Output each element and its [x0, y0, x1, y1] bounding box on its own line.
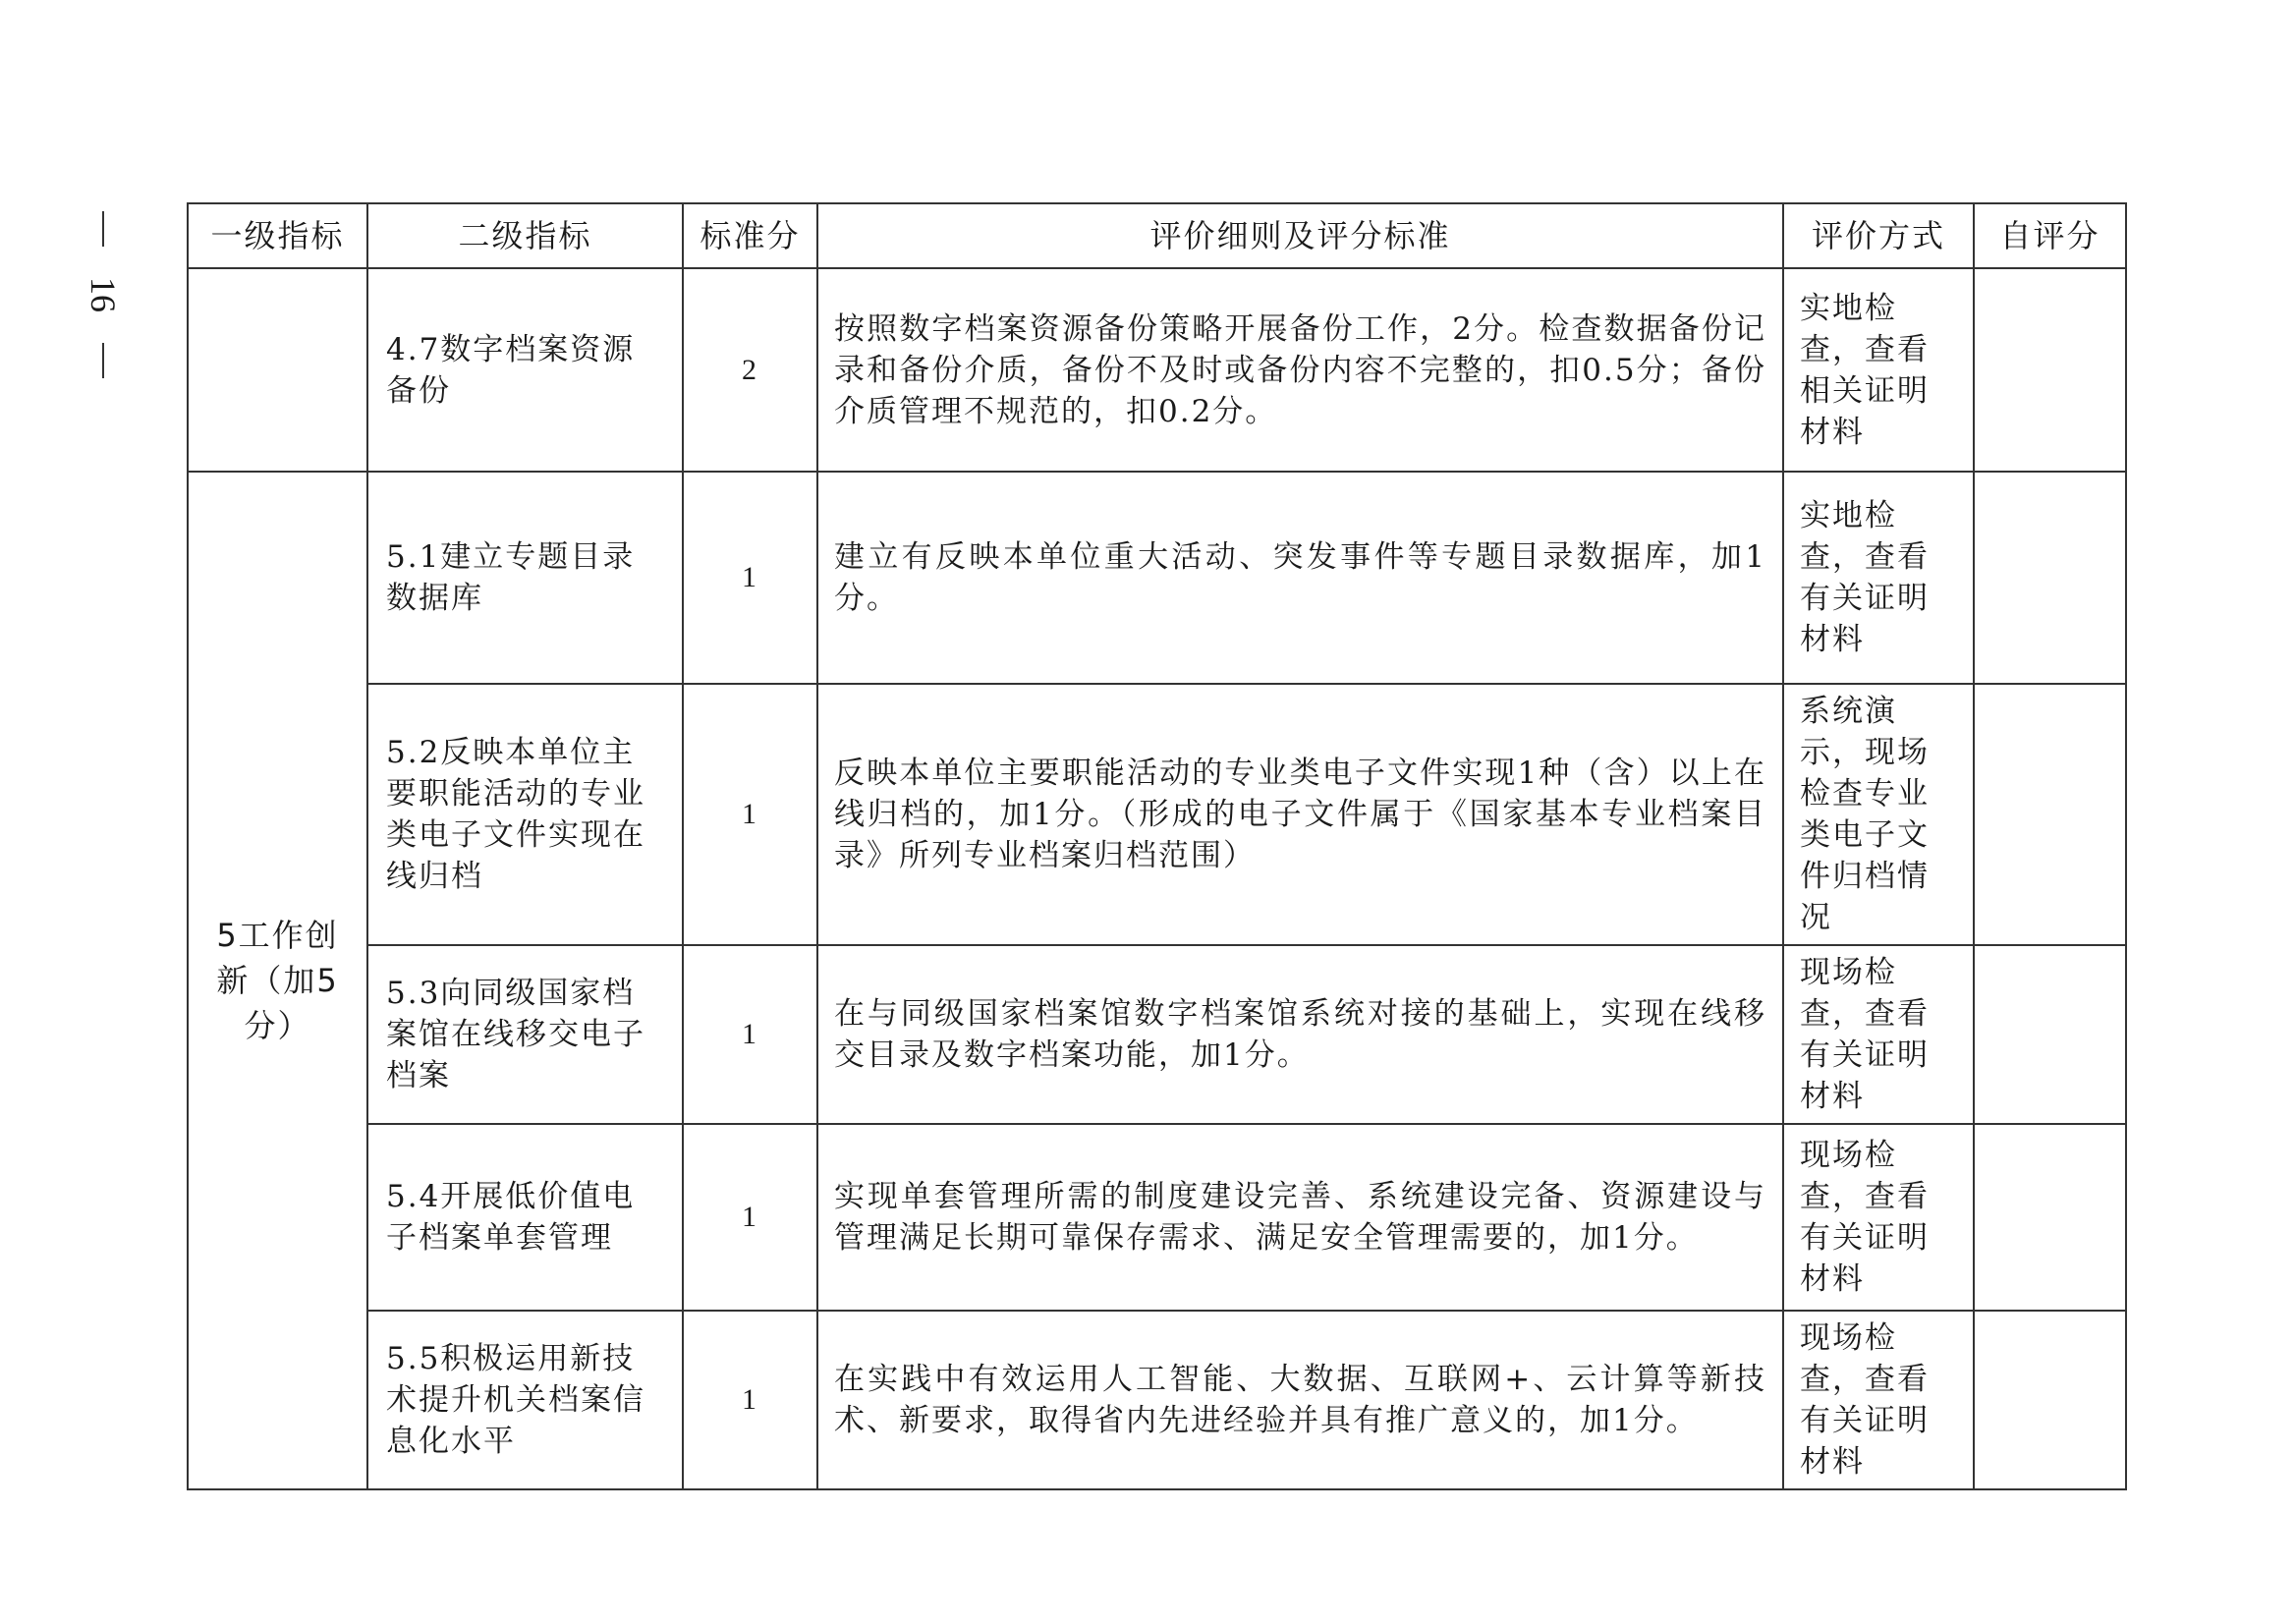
page-number-text: 16 — [84, 277, 123, 312]
primary-indicator-cell-empty — [188, 268, 367, 472]
secondary-indicator-cell: 5.1建立专题目录数据库 — [367, 472, 683, 684]
table-row — [188, 1124, 2126, 1311]
standard-score-cell: 2 — [683, 268, 817, 472]
header-primary-indicator: 一级指标 — [188, 203, 367, 268]
criteria-cell: 按照数字档案资源备份策略开展备份工作，2分。检查数据备份记录和备份介质，备份不及时或备份内容不完整的，扣0.5分；备份介质管理不规范的，扣0.2分。 — [817, 268, 1783, 472]
secondary-indicator-cell: 5.4开展低价值电子档案单套管理 — [367, 1124, 683, 1311]
method-cell: 实地检查，查看相关证明材料 — [1783, 268, 1974, 472]
method-cell: 现场检查，查看有关证明材料 — [1783, 1124, 1974, 1311]
evaluation-table — [187, 202, 2127, 1490]
table-row — [188, 268, 2126, 472]
self-score-cell[interactable] — [1974, 945, 2126, 1124]
criteria-cell: 建立有反映本单位重大活动、突发事件等专题目录数据库，加1分。 — [817, 472, 1783, 684]
table-header-row — [188, 203, 2126, 268]
self-score-cell[interactable] — [1974, 472, 2126, 684]
method-cell: 现场检查，查看有关证明材料 — [1783, 1311, 1974, 1489]
method-cell: 系统演示，现场检查专业类电子文件归档情况 — [1783, 684, 1974, 945]
standard-score-cell: 1 — [683, 1311, 817, 1489]
table-row — [188, 1311, 2126, 1489]
header-self-score: 自评分 — [1974, 203, 2126, 268]
standard-score-cell: 1 — [683, 472, 817, 684]
page-number — [79, 211, 128, 378]
table-row — [188, 684, 2126, 945]
page-number-dash-top — [102, 211, 104, 247]
header-secondary-indicator: 二级指标 — [367, 203, 683, 268]
method-cell: 现场检查，查看有关证明材料 — [1783, 945, 1974, 1124]
table-row — [188, 472, 2126, 684]
self-score-cell[interactable] — [1974, 1311, 2126, 1489]
header-standard-score: 标准分 — [683, 203, 817, 268]
self-score-cell[interactable] — [1974, 1124, 2126, 1311]
primary-indicator-group-cell: 5工作创新（加5分） — [188, 472, 367, 1489]
standard-score-cell: 1 — [683, 1124, 817, 1311]
self-score-cell[interactable] — [1974, 684, 2126, 945]
header-criteria: 评价细则及评分标准 — [817, 203, 1783, 268]
standard-score-cell: 1 — [683, 945, 817, 1124]
secondary-indicator-cell: 5.3向同级国家档案馆在线移交电子档案 — [367, 945, 683, 1124]
secondary-indicator-cell: 4.7数字档案资源备份 — [367, 268, 683, 472]
self-score-cell[interactable] — [1974, 268, 2126, 472]
criteria-cell: 反映本单位主要职能活动的专业类电子文件实现1种（含）以上在线归档的，加1分。（形成的电子文件属于《国家基本专业档案目录》所列专业档案归档范围） — [817, 684, 1783, 945]
method-cell: 实地检查，查看有关证明材料 — [1783, 472, 1974, 684]
standard-score-cell: 1 — [683, 684, 817, 945]
criteria-cell: 在与同级国家档案馆数字档案馆系统对接的基础上，实现在线移交目录及数字档案功能，加1分。 — [817, 945, 1783, 1124]
header-method: 评价方式 — [1783, 203, 1974, 268]
criteria-cell: 实现单套管理所需的制度建设完善、系统建设完备、资源建设与管理满足长期可靠保存需求、满足安全管理需要的，加1分。 — [817, 1124, 1783, 1311]
secondary-indicator-cell: 5.2反映本单位主要职能活动的专业类电子文件实现在线归档 — [367, 684, 683, 945]
page-number-dash-bottom — [102, 343, 104, 378]
criteria-cell: 在实践中有效运用人工智能、大数据、互联网+、云计算等新技术、新要求，取得省内先进经验并具有推广意义的，加1分。 — [817, 1311, 1783, 1489]
secondary-indicator-cell: 5.5积极运用新技术提升机关档案信息化水平 — [367, 1311, 683, 1489]
table-row — [188, 945, 2126, 1124]
